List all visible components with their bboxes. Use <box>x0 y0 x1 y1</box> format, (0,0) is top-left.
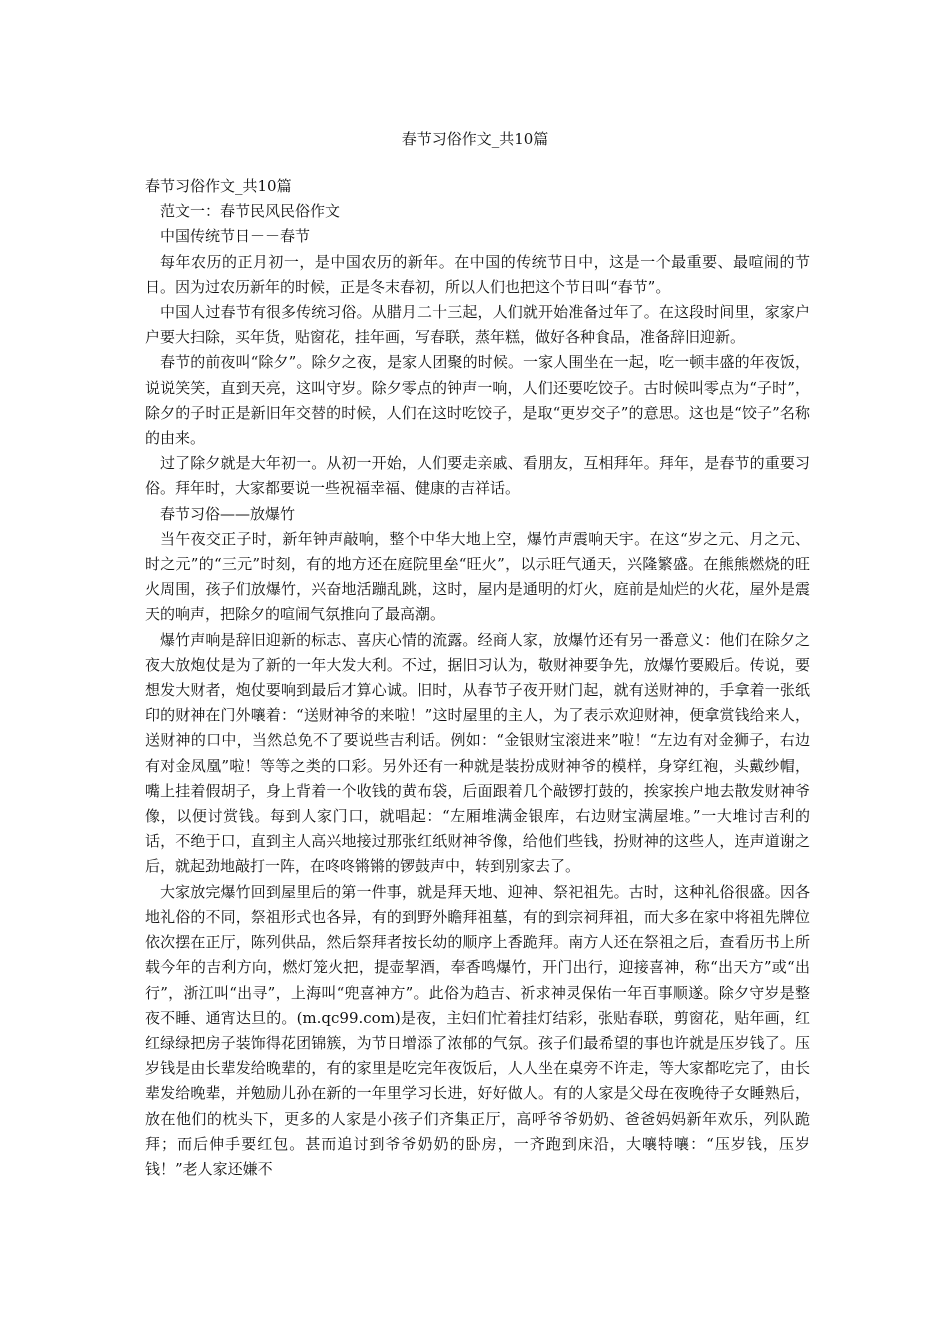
paragraph: 大家放完爆竹回到屋里后的第一件事，就是拜天地、迎神、祭祀祖先。古时，这种礼俗很盛。因各地礼俗的不同，祭祖形式也各异，有的到野外瞻拜祖墓，有的到宗祠拜祖，而大多在家中将祖先牌位依次摆在正厅，陈列供品，然后祭拜者按长幼的顺序上香跪拜。南方人还在祭祖之后，查看历书上所载今年的吉利方向，燃灯笼火把，提壶挈酒，奉香鸣爆竹，开门出行，迎接喜神，称“出天方”或“出行”，浙江叫“出寻”，上海叫“兜喜神方”。此俗为趋吉、祈求神灵保佑一年百事顺遂。除夕守岁是整夜不睡、通宵达旦的。(m.qc99.com)是夜，主妇们忙着挂灯结彩，张贴春联，剪窗花，贴年画，红红绿绿把房子装饰得花团锦簇，为节日增添了浓郁的气氛。孩子们最希望的事也许就是压岁钱了。压岁钱是由长辈发给晚辈的，有的家里是吃完年夜饭后，人人坐在桌旁不许走，等大家都吃完了，由长辈发给晚辈，并勉励儿孙在新的一年里学习长进，好好做人。有的人家是父母在夜晚待子女睡熟后，放在他们的枕头下，更多的人家是小孩子们齐集正厅，高呼爷爷奶奶、爸爸妈妈新年欢乐，列队跪拜；而后伸手要红包。甚而追讨到爷爷奶奶的卧房，一齐跑到床沿，大嚷特嚷：“压岁钱，压岁钱！”老人家还嫌不 <box>145 882 810 1178</box>
paragraph: 过了除夕就是大年初一。从初一开始，人们要走亲戚、看朋友，互相拜年。拜年，是春节的重要习俗。拜年时，大家都要说一些祝福幸福、健康的吉祥话。 <box>145 454 810 498</box>
paragraph: 每年农历的正月初一，是中国农历的新年。在中国的传统节日中，这是一个最重要、最喧闹的节日。因为过农历新年的时候，正是冬末春初，所以人们也把这个节日叫“春节”。 <box>145 252 810 296</box>
sample-essay-heading: 范文一：春节民风民俗作文 <box>160 202 341 221</box>
paragraph: 春节的前夜叫“除夕”。除夕之夜，是家人团聚的时候。一家人围坐在一起，吃一顿丰盛的年夜饭，说说笑笑，直到天亮，这叫守岁。除夕零点的钟声一响，人们还要吃饺子。古时候叫零点为“子时”，除夕的子时正是新旧年交替的时候，人们在这时吃饺子，是取“更岁交子”的意思。这也是“饺子”名称的由来。 <box>145 353 810 448</box>
document-title: 春节习俗作文_共10篇 <box>401 130 549 148</box>
paragraph: 爆竹声响是辞旧迎新的标志、喜庆心情的流露。经商人家，放爆竹还有另一番意义：他们在除夕之夜大放炮仗是为了新的一年大发大利。不过，据旧习认为，敬财神要争先，放爆竹要殿后。传说，要想发大财者，炮仗要响到最后才算心诚。旧时，从春节子夜开财门起，就有送财神的，手拿着一张纸印的财神在门外嚷着：“送财神爷的来啦！”这时屋里的主人，为了表示欢迎财神，便拿赏钱给来人，送财神的口中，当然总免不了要说些吉利话。例如：“金银财宝滚进来”啦！“左边有对金狮子，右边有对金凤凰”啦！等等之类的口彩。另外还有一种就是装扮成财神爷的模样，身穿红袍，头戴纱帽，嘴上挂着假胡子，身上背着一个收钱的黄布袋，后面跟着几个敲锣打鼓的，挨家挨户地去散发财神爷像，以便讨赏钱。每到人家门口，就唱起：“左厢堆满金银库，右边财宝满屋堆。”一大堆讨吉利的话，不绝于口，直到主人高兴地接过那张红纸财神爷像，给他们些钱，扮财神的这些人，连声道谢之后，就起劲地敲打一阵，在咚咚锵锵的锣鼓声中，转到别家去了。 <box>145 630 810 876</box>
body-heading: 春节习俗作文_共10篇 <box>145 177 292 195</box>
paragraph: 中国人过春节有很多传统习俗。从腊月二十三起，人们就开始准备过年了。在这段时间里，家家户户要大扫除，买年货，贴窗花，挂年画，写春联，蒸年糕，做好各种食品，准备辞旧迎新。 <box>145 303 810 347</box>
document-body <box>145 174 810 1182</box>
paragraph: 当午夜交正子时，新年钟声敲响，整个中华大地上空，爆竹声震响天宇。在这“岁之元、月之元、时之元”的“三元”时刻，有的地方还在庭院里垒“旺火”，以示旺气通天，兴隆繁盛。在熊熊燃烧的旺火周围，孩子们放爆竹，兴奋地活蹦乱跳，这时，屋内是通明的灯火，庭前是灿烂的火花，屋外是震天的响声，把除夕的喧闹气氛推向了最高潮。 <box>145 529 810 624</box>
essay-subtitle: 中国传统节日－－春节 <box>160 227 311 246</box>
section-heading: 春节习俗——放爆竹 <box>160 504 296 523</box>
